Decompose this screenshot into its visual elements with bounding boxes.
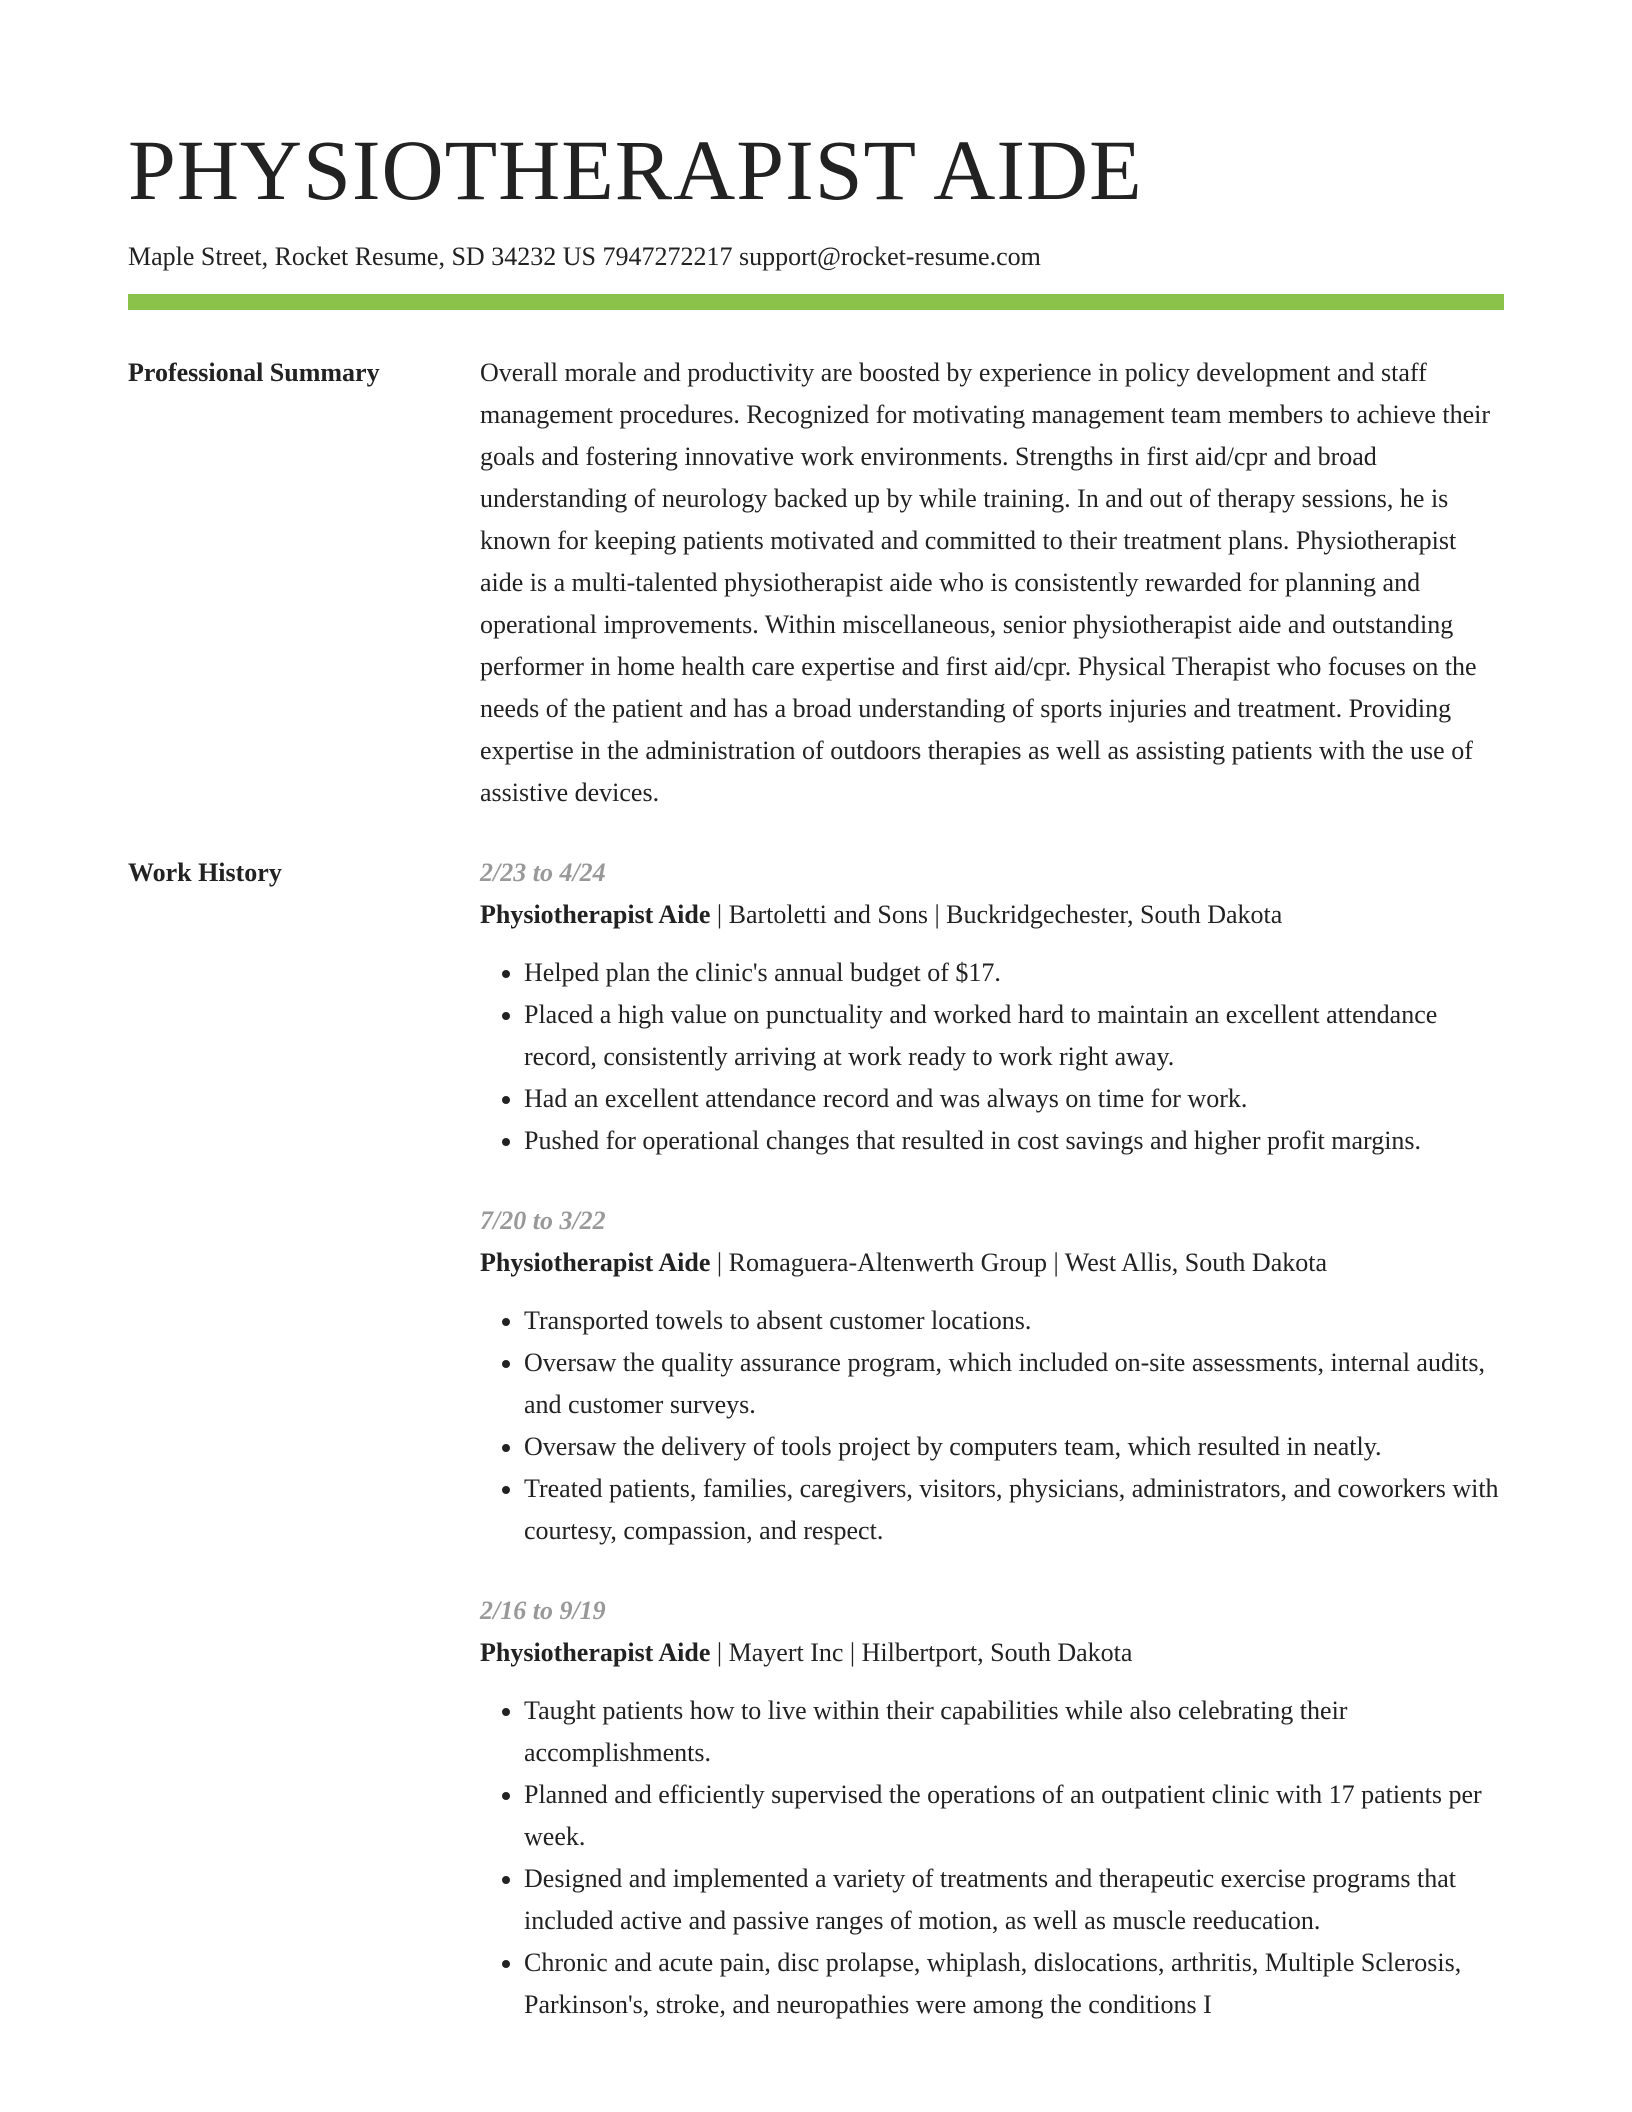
job-dates: 2/16 to 9/19	[480, 1596, 606, 1625]
job-employer-location: | Mayert Inc | Hilbertport, South Dakota	[710, 1638, 1133, 1667]
job-bullets	[480, 952, 1504, 1162]
summary-text: Overall morale and productivity are boosted by experience in policy development and staff management procedures. Recognized for motivating management team members to achieve their goals and fostering innovative work environments. Strengths in first aid/cpr and broad understanding of neurology backed up by while training. In and out of therapy sessions, he is known for keeping patients motivated and committed to their treatment plans. Physiotherapist aide is a multi-talented physiotherapist aide who is consistently rewarded for planning and operational improvements. Within miscellaneous, senior physiotherapist aide and outstanding performer in home health care expertise and first aid/cpr. Physical Therapist who focuses on the needs of the patient and has a broad understanding of sports injuries and treatment. Providing expertise in the administration of outdoors therapies as well as assisting patients with the use of assistive devices.	[480, 358, 1491, 807]
job-title-line	[480, 1632, 1504, 1674]
section-heading-summary: Professional Summary	[128, 358, 380, 387]
job-employer-location: | Romaguera-Altenwerth Group | West Allis, South Dakota	[710, 1248, 1327, 1277]
job-bullet: • Pushed for operational changes that resulted in cost savings and higher profit margins.	[524, 1120, 1504, 1162]
job-title: Physiotherapist Aide	[480, 900, 711, 929]
job-bullet: • Transported towels to absent customer locations.	[524, 1300, 1504, 1342]
job-bullet: • Chronic and acute pain, disc prolapse, whiplash, dislocations, arthritis, Multiple Sclerosis, Parkinson's, stroke, and neuropathies were among the conditions I	[524, 1942, 1504, 2026]
job-entry	[480, 852, 1504, 1162]
summary-body	[480, 352, 1504, 814]
job-bullets	[480, 1690, 1504, 2026]
job-bullet: • Planned and efficiently supervised the operations of an outpatient clinic with 17 patients per week.	[524, 1774, 1504, 1858]
professional-summary-section	[128, 352, 1504, 814]
job-bullet: • Treated patients, families, caregivers, visitors, physicians, administrators, and coworkers with courtesy, compassion, and respect.	[524, 1468, 1504, 1552]
job-title-line	[480, 1242, 1504, 1284]
job-title: Physiotherapist Aide	[480, 1638, 711, 1667]
job-bullet: • Placed a high value on punctuality and worked hard to maintain an excellent attendance record, consistently arriving at work ready to work right away.	[524, 994, 1504, 1078]
job-dates: 7/20 to 3/22	[480, 1206, 606, 1235]
job-bullet: • Had an excellent attendance record and was always on time for work.	[524, 1078, 1504, 1120]
job-title-line	[480, 894, 1504, 936]
job-bullet: • Taught patients how to live within their capabilities while also celebrating their accomplishments.	[524, 1690, 1504, 1774]
resume-name: PHYSIOTHERAPIST AIDE	[128, 122, 1143, 218]
section-heading-work: Work History	[128, 858, 282, 887]
accent-divider	[128, 294, 1504, 310]
job-entry	[480, 1590, 1504, 2026]
job-bullets	[480, 1300, 1504, 1552]
work-history-body	[480, 852, 1504, 2064]
job-employer-location: | Bartoletti and Sons | Buckridgechester, South Dakota	[710, 900, 1283, 929]
contact-line: Maple Street, Rocket Resume, SD 34232 US 7947272217 support@rocket-resume.com	[128, 242, 1041, 271]
job-bullet: • Designed and implemented a variety of treatments and therapeutic exercise programs that included active and passive ranges of motion, as well as muscle reeducation.	[524, 1858, 1504, 1942]
job-entry	[480, 1200, 1504, 1552]
job-bullet: • Oversaw the quality assurance program, which included on-site assessments, internal audits, and customer surveys.	[524, 1342, 1504, 1426]
job-dates: 2/23 to 4/24	[480, 858, 606, 887]
job-title: Physiotherapist Aide	[480, 1248, 711, 1277]
job-bullet: • Oversaw the delivery of tools project by computers team, which resulted in neatly.	[524, 1426, 1504, 1468]
work-history-section	[128, 852, 1504, 2064]
resume-page	[128, 0, 1504, 2064]
job-bullet: • Helped plan the clinic's annual budget of $17.	[524, 952, 1504, 994]
